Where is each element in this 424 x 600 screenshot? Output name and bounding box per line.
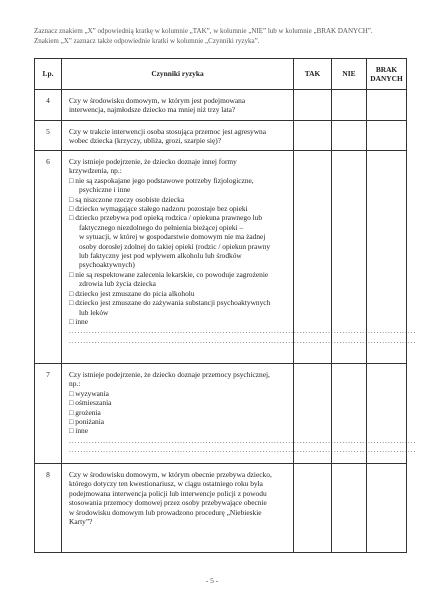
nie-cell[interactable]: [332, 90, 367, 121]
checkbox-option[interactable]: □ grożenia: [69, 407, 101, 417]
row-question: [62, 364, 417, 464]
table-row: [35, 90, 407, 121]
text-line: Czy w środowisku domowym, w którym obecnie przebywa dziecko,: [69, 470, 272, 479]
checkbox-option[interactable]: □ nie są respektowane zalecenia lekarskie, co powoduje zagrożenie: [69, 269, 269, 279]
tak-cell[interactable]: [294, 121, 332, 151]
text-line: np.:: [69, 379, 81, 389]
row-number: 5: [35, 121, 62, 151]
tak-cell[interactable]: [294, 464, 332, 553]
row-question: [62, 464, 294, 553]
checkbox-option[interactable]: □ dziecko przebywa pod opieką rodzica / opiekuna prawnego lub: [69, 213, 263, 223]
row-number: 7: [35, 364, 62, 464]
checkbox-option[interactable]: □ są niszczone rzeczy osobiste dziecka: [69, 194, 185, 204]
table-header-row: [35, 59, 407, 90]
text-line: zdrowia lub życia dziecka: [79, 279, 156, 289]
header-brak-line2: DANYCH: [370, 74, 403, 83]
checkbox-option[interactable]: □ wyzywania: [69, 388, 109, 398]
fill-in-line[interactable]: ..........................................................................................................................: [69, 445, 417, 455]
text-line: w środowisku domowym lub prowadzono procedurę „Niebieskie: [69, 507, 262, 517]
text-line: stosowania przemocy domowej przez osoby przebywające obecnie: [69, 498, 267, 508]
text-line: faktycznego niezdolnego do pełnienia bieżącej opieki –: [79, 222, 244, 232]
text-line: Czy w środowisku domowym, w którym jest podejmowana: [69, 96, 246, 105]
fill-in-line[interactable]: ..........................................................................................................................: [69, 335, 417, 345]
table-row: [35, 151, 407, 364]
header-tak: TAK: [294, 59, 332, 90]
checkbox-option[interactable]: □ inne: [69, 316, 89, 326]
checkbox-option[interactable]: □ dziecko jest zmuszane do zażywania substancji psychoaktywnych: [69, 298, 271, 308]
header-factors: Czynniki ryzyka: [62, 59, 294, 90]
row-number: 4: [35, 90, 62, 121]
checkbox-option[interactable]: □ nie są zaspokajane jego podstawowe potrzeby fizjologiczne,: [69, 175, 254, 185]
row-question: [62, 90, 294, 121]
text-line: Karty”?: [69, 517, 93, 527]
fill-in-line[interactable]: ..........................................................................................................................: [69, 326, 417, 336]
checkbox-option[interactable]: □ dziecko jest zmuszane do picia alkoholu: [69, 288, 195, 298]
page-number: - 5 -: [205, 576, 219, 585]
text-line: interwencja, najmłodsze dziecko ma mniej niż trzy lata?: [69, 105, 236, 115]
text-line: krzywdzenia, np.:: [69, 166, 122, 176]
text-line: podejmowana interwencja policji lub interwencje policji z powodu: [69, 488, 267, 498]
header-brak: [367, 59, 407, 90]
text-line: Czy istnieje podejrzenie, że dziecko doznaje przemocy psychicznej,: [69, 370, 270, 379]
text-line: w sytuacji, w której w gospodarstwie domowym nie ma żadnej: [79, 232, 266, 242]
header-nie: NIE: [332, 59, 367, 90]
table-row: [35, 464, 407, 553]
row-question: [62, 151, 417, 364]
checkbox-option[interactable]: □ ośmieszania: [69, 398, 112, 408]
checkbox-option[interactable]: □ inne: [69, 426, 89, 436]
text-line: Czy istnieje podejrzenie, że dziecko doznaje innej formy: [69, 157, 237, 166]
instructions: [34, 27, 406, 46]
header-brak-line1: BRAK: [375, 64, 398, 74]
checkbox-option[interactable]: □ poniżania: [69, 417, 105, 427]
row-number: 8: [35, 464, 62, 553]
fill-in-line[interactable]: ..........................................................................................................................: [69, 435, 417, 445]
nie-cell[interactable]: [332, 464, 367, 553]
row-number: 6: [35, 151, 62, 364]
instruction-line-2: Znakiem „X” zaznacz także odpowiednie kratki w kolumnie „Czynniki ryzyka”.: [34, 36, 260, 45]
tak-cell[interactable]: [294, 90, 332, 121]
brak-danych-cell[interactable]: [367, 121, 407, 151]
instruction-line-1: Zaznacz znakiem „X” odpowiednią kratkę w kolumnie „TAK”, w kolumnie „NIE” lub w kolumnie „BRAK DANYCH”.: [34, 27, 373, 35]
nie-cell[interactable]: [332, 121, 367, 151]
brak-danych-cell[interactable]: [367, 90, 407, 121]
text-line: lub leków: [79, 307, 109, 317]
checkbox-option[interactable]: □ dziecko wymagające stałego nadzoru pozostaje bez opieki: [69, 204, 248, 214]
text-line: wobec dziecka (krzyczy, ubliża, grozi, szarpie się)?: [69, 136, 221, 146]
text-line: lub faktyczny jest pod wpływem alkoholu lub środków: [79, 251, 242, 261]
text-line: osoby dorosłej zdolnej do takiej opieki (rodzic / opiekun prawny: [79, 241, 271, 251]
header-lp: Lp.: [35, 59, 62, 90]
text-line: Czy w trakcie interwencji osoba stosująca przemoc jest agresywna: [69, 127, 267, 136]
table-row: [35, 121, 407, 151]
row-question: [62, 121, 294, 151]
table-row: [35, 364, 407, 464]
text-line: psychoaktywnych): [79, 260, 135, 270]
text-line: którego dotyczy ten kwestionariusz, w ciągu ostatniego roku była: [69, 479, 263, 489]
text-line: psychiczne i inne: [79, 185, 131, 195]
risk-factors-table: [34, 58, 417, 553]
brak-danych-cell[interactable]: [367, 464, 407, 553]
